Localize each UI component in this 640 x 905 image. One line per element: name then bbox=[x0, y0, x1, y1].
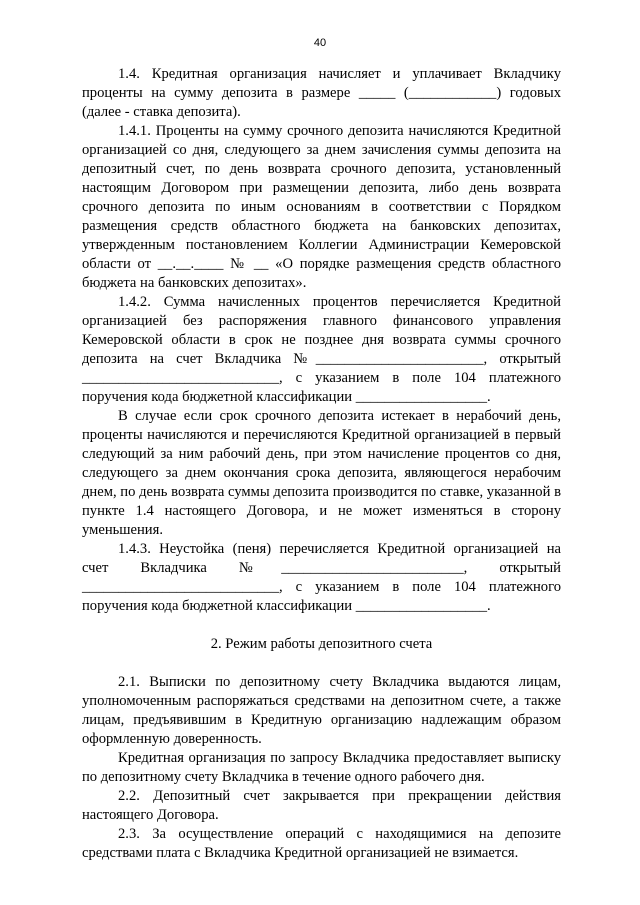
paragraph-1-4: 1.4. Кредитная организация начисляет и уплачивает Вкладчику проценты на сумму депозита в размере _____ (____________) годовых (далее - ставка депозита). bbox=[82, 66, 561, 120]
section-title: 2. Режим работы депозитного счета bbox=[210, 636, 433, 652]
page-number: 40 bbox=[313, 37, 327, 49]
paragraph-2-3: 2.3. За осуществление операций с находящимися на депозите средствами плата с Вкладчика Кредитной организацией не взимается. bbox=[82, 826, 561, 861]
document-body bbox=[82, 65, 561, 863]
paragraph-2-1: 2.1. Выписки по депозитному счету Вкладчика выдаются лицам, уполномоченным распоряжаться средствами на депозитном счете, а также лицам, предъявившим в Кредитную организацию надлежащим образом оформленную доверенность. bbox=[82, 674, 561, 747]
paragraph-2-2: 2.2. Депозитный счет закрывается при прекращении действия настоящего Договора. bbox=[82, 788, 561, 823]
paragraph-nonworking-day: В случае если срок срочного депозита истекает в нерабочий день, проценты начисляются и перечисляются Кредитной организацией в первый следующий за ним рабочий день, при этом начисление процентов со дня, следующего за днем окончания срока депозита, являющегося нерабочим днем, по день возврата суммы депозита производится по ставке, указанной в пункте 1.4 настоящего Договора, и не может изменяться в сторону уменьшения. bbox=[82, 408, 561, 538]
paragraph-statement-request: Кредитная организация по запросу Вкладчика предоставляет выписку по депозитному счету Вкладчика в течение одного рабочего дня. bbox=[82, 750, 561, 785]
paragraph-1-4-2: 1.4.2. Сумма начисленных процентов перечисляется Кредитной организацией без распоряжения главного финансового управления Кемеровской области в срок не позднее дня возврата суммы срочного депозита на счет Вкладчика №_______________________, открытый ___________________________, с указанием в поле 104 платежного поручения кода бюджетной классификации __________________. bbox=[82, 294, 561, 405]
paragraph-1-4-3: 1.4.3. Неустойка (пеня) перечисляется Кредитной организацией на счет Вкладчика №_________________________, открытый ___________________________, с указанием в поле 104 платежного поручения кода бюджетной классификации __________________. bbox=[82, 541, 561, 614]
paragraph-1-4-1: 1.4.1. Проценты на сумму срочного депозита начисляются Кредитной организацией со дня, следующего за днем зачисления суммы депозита на депозитный счет, по день возврата срочного депозита, установленный настоящим Договором при размещении депозита, либо день возврата срочного депозита по иным основаниям в соответствии с Порядком размещения средств областного бюджета на банковских депозитах, утвержденным постановлением Коллегии Администрации Кемеровской области от __.__.____ № __ «О порядке размещения средств областного бюджета на банковских депозитах». bbox=[82, 123, 561, 291]
